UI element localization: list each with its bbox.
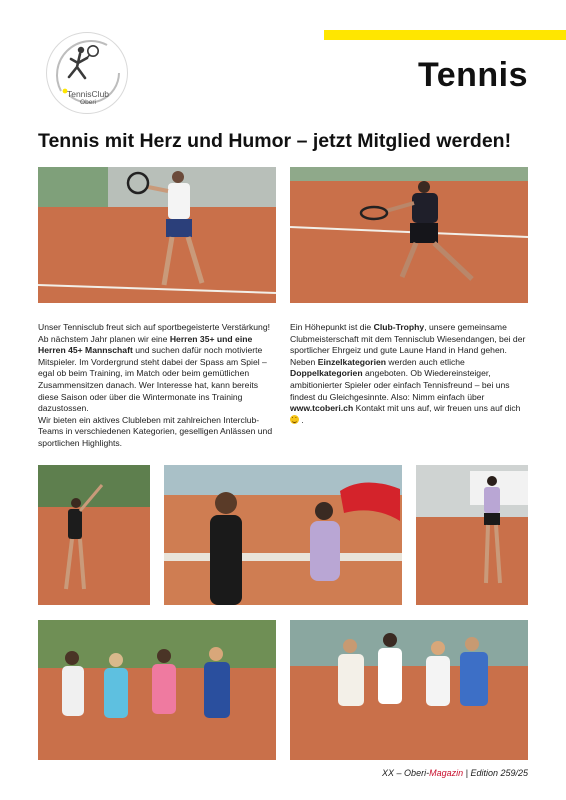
intro-paragraph: Unser Tennisclub freut sich auf sportbegeisterte Verstärkung! Ab nächstem Jahr planen wir eine Herren 35+ und eine Herren 45+ Mannschaft und suchen dafür noch motivierte Mitspieler. Im Vordergrund steht dabei der Spass am Spiel – egal ob beim Training, im Match oder beim gemütlichen Zusammensitzen danach. Wer Interesse hat, kann bereits diese Saison oder über die Wintermonate ins Training dazustossen.: [38, 322, 270, 414]
photo-group-five: [290, 620, 528, 760]
photo-serve: [38, 465, 150, 605]
article-headline: Tennis mit Herz und Humor – jetzt Mitglied werden!: [38, 130, 512, 152]
highlight-teams: Herren 35+ und eine Herren 45+ Mannschaft: [38, 333, 253, 356]
article-column-left: [38, 322, 278, 450]
highlight-club-trophy: Club-Trophy: [373, 322, 425, 332]
header-accent-bar: [324, 30, 566, 40]
club-life-paragraph: Wir bieten ein aktives Clubleben mit zahlreichen Interclub-Teams in verschiedenen Kategorien, geselligen Anlässen und sportlichen Highlights.: [38, 414, 273, 448]
smiley-icon: [290, 415, 299, 424]
section-title: Tennis: [417, 56, 528, 94]
highlight-doubles: Doppelkategorien: [290, 368, 363, 379]
highlight-singles: Einzelkategorien: [317, 356, 387, 367]
photo-player-backhand: [290, 167, 528, 303]
photo-two-women-players: [164, 465, 402, 605]
photo-group-four: [38, 620, 276, 760]
tennisclub-logo: [46, 32, 128, 114]
magazine-brand: Magazin: [429, 768, 464, 778]
logo-subtitle: Oberi: [80, 99, 96, 106]
trophy-paragraph: Ein Höhepunkt ist die Club-Trophy, unsere gemeinsame Clubmeisterschaft mit dem Tennisclub Wiesendangen, bei der sportlicher Ehrgeiz und gute Laune Hand in Hand gehen. Neben Einzelkategorien werden auch etliche Doppelkategorien angeboten. Ob Wiedereinsteiger, ambitionierter Spieler oder einfach Tennisfreund – bei uns findest du Gleichgesinnte. Also: Nimm einfach über www.tcoberi.ch Kontakt mit uns auf, wir freuen uns auf dich .: [290, 322, 526, 425]
logo-title: TennisClub: [66, 89, 110, 99]
article-column-right: [290, 322, 530, 426]
photo-player-forehand: [38, 167, 276, 303]
photo-player-ready: [416, 465, 528, 605]
club-website-link[interactable]: www.tcoberi.ch: [290, 403, 354, 414]
page-footer: XX – Oberi-Magazin | Edition 259/25: [382, 768, 528, 778]
